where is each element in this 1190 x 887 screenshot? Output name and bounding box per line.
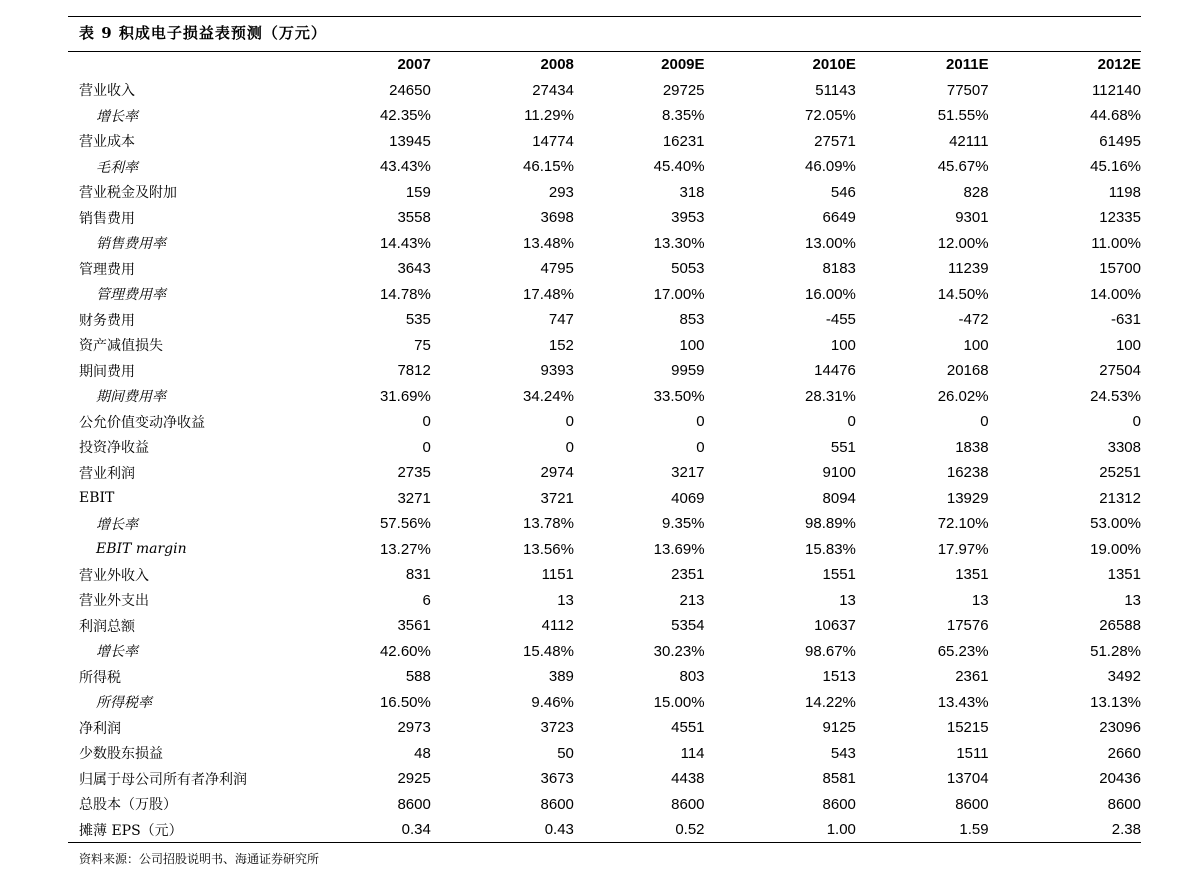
value-cell: 20436 [1099,770,1141,788]
value-cell: 17576 [946,617,989,635]
value-cell: 13.30% [653,234,705,252]
row-label: 营业税金及附加 [79,185,177,202]
value-cell: 13929 [946,489,989,507]
value-cell: 318 [679,183,705,201]
table-body [68,78,1141,843]
value-cell: 24.53% [1090,387,1141,405]
value-cell: 0 [980,413,989,431]
value-cell: 100 [1115,336,1141,354]
row-label: 所得税率 [96,695,152,712]
value-cell: 12335 [1099,209,1141,227]
value-cell: 45.40% [653,158,705,176]
value-cell: 13 [839,591,856,609]
income-statement-table [68,52,1141,843]
value-cell: 543 [830,744,856,762]
value-cell: 24650 [389,81,431,99]
value-cell: 77507 [946,81,989,99]
value-cell: 33.50% [653,387,705,405]
value-cell: 17.97% [937,540,989,558]
row-label: 营业外支出 [79,593,149,610]
value-cell: 1511 [956,744,989,762]
row-label: 净利润 [79,720,121,737]
row-label: 归属于母公司所有者净利润 [79,771,247,788]
value-cell: 546 [830,183,856,201]
value-cell: 50 [557,744,574,762]
table-row [68,588,1141,614]
table-row [68,664,1141,690]
value-cell: 2361 [955,668,989,686]
row-label: 管理费用率 [96,287,166,304]
value-cell: 0 [696,413,705,431]
value-cell: 5053 [671,260,705,278]
value-cell: 3723 [540,719,574,737]
value-cell: 8183 [822,260,856,278]
value-cell: 45.67% [937,158,989,176]
value-cell: 42.60% [379,642,431,660]
value-cell: 0.34 [401,821,431,839]
value-cell: 9301 [955,209,989,227]
table-row [68,639,1141,665]
value-cell: -472 [958,311,989,329]
value-cell: 0.52 [675,821,705,839]
value-cell: 1151 [541,566,574,584]
value-cell: 114 [680,744,705,762]
value-cell: 2735 [397,464,431,482]
value-cell: 16231 [662,132,705,150]
table-row [68,460,1141,486]
value-cell: 0 [847,413,856,431]
value-cell: 7812 [397,362,431,380]
value-cell: 29725 [662,81,705,99]
value-cell: 61495 [1099,132,1141,150]
row-label: 少数股东损益 [79,746,163,763]
value-cell: 11239 [947,260,989,278]
row-label: 期间费用率 [96,389,166,406]
value-cell: 15700 [1099,260,1141,278]
value-cell: 23096 [1099,719,1141,737]
value-cell: 389 [548,668,574,686]
value-cell: 1351 [955,566,989,584]
value-cell: 293 [548,183,574,201]
table-row [68,715,1141,741]
value-cell: 14.50% [937,285,989,303]
value-cell: 15.83% [805,540,856,558]
value-cell: 588 [405,668,431,686]
table-row [68,409,1141,435]
value-cell: 100 [963,336,989,354]
row-label: 销售费用 [79,210,135,227]
value-cell: 14476 [814,362,856,380]
table-row [68,231,1141,257]
value-cell: 853 [679,311,705,329]
value-cell: 13.27% [379,540,431,558]
value-cell: 98.67% [805,642,856,660]
value-cell: 2660 [1107,744,1141,762]
value-cell: 1551 [822,566,856,584]
value-cell: 551 [830,438,856,456]
table-row [68,741,1141,767]
value-cell: 14774 [532,132,574,150]
value-cell: 8094 [822,489,856,507]
value-cell: 0 [696,438,705,456]
value-cell: 0 [565,413,574,431]
column-header: 2008 [540,56,574,74]
table-row [68,358,1141,384]
column-header: 2010E [812,56,856,74]
value-cell: 51.28% [1090,642,1141,660]
value-cell: 3561 [397,617,431,635]
value-cell: 6 [422,591,431,609]
value-cell: 100 [830,336,856,354]
row-label: EBIT [79,490,115,507]
value-cell: 11.00% [1091,234,1141,252]
row-label: 摊薄 EPS（元） [79,822,183,839]
value-cell: 8600 [955,795,989,813]
value-cell: 72.05% [805,107,856,125]
value-cell: 9959 [671,362,705,380]
value-cell: 42.35% [379,107,431,125]
value-cell: -631 [1110,311,1141,329]
value-cell: 34.24% [523,387,574,405]
value-cell: 112140 [1092,81,1141,99]
value-cell: 26588 [1099,617,1141,635]
value-cell: 8600 [540,795,574,813]
value-cell: 13 [1124,591,1141,609]
value-cell: 13.13% [1090,693,1141,711]
table-row [68,486,1141,512]
value-cell: 16238 [946,464,989,482]
value-cell: 48 [414,744,431,762]
value-cell: 3643 [397,260,431,278]
table-row [68,307,1141,333]
table-row [68,511,1141,537]
value-cell: 30.23% [653,642,705,660]
column-header: 2009E [661,56,705,74]
value-cell: 27504 [1099,362,1141,380]
value-cell: 2351 [671,566,705,584]
row-label: 增长率 [96,108,138,125]
value-cell: 31.69% [379,387,431,405]
value-cell: 27571 [814,132,856,150]
value-cell: 0.43 [544,821,574,839]
value-cell: 3558 [397,209,431,227]
table-row [68,537,1141,563]
value-cell: 828 [963,183,989,201]
value-cell: 9100 [822,464,856,482]
value-cell: 46.09% [805,158,856,176]
value-cell: -455 [825,311,856,329]
value-cell: 4438 [671,770,705,788]
value-cell: 4795 [540,260,574,278]
value-cell: 21312 [1099,489,1141,507]
value-cell: 2925 [397,770,431,788]
table-row [68,78,1141,104]
value-cell: 1838 [955,438,989,456]
value-cell: 53.00% [1090,515,1141,533]
value-cell: 3953 [671,209,705,227]
row-label: 期间费用 [79,363,135,380]
value-cell: 16.50% [379,693,431,711]
row-label: 销售费用率 [96,236,166,253]
column-header: 2007 [397,56,431,74]
value-cell: 75 [414,336,431,354]
value-cell: 14.00% [1090,285,1141,303]
value-cell: 535 [405,311,431,329]
header-label-cell [68,52,321,78]
value-cell: 13.43% [937,693,989,711]
row-label: 所得税 [79,669,121,686]
value-cell: 9125 [822,719,856,737]
table-row [68,256,1141,282]
table-row [68,562,1141,588]
value-cell: 13 [557,591,574,609]
value-cell: 13.69% [653,540,705,558]
table-title: 表 9 积成电子损益表预测（万元） [79,24,327,42]
value-cell: 747 [548,311,574,329]
value-cell: 13.56% [523,540,574,558]
value-cell: 13.00% [805,234,856,252]
value-cell: 213 [679,591,705,609]
value-cell: 0 [1132,413,1141,431]
value-cell: 15215 [946,719,989,737]
value-cell: 2974 [540,464,574,482]
value-cell: 4112 [541,617,574,635]
value-cell: 3308 [1107,438,1141,456]
value-cell: 3698 [540,209,574,227]
table-row [68,435,1141,461]
value-cell: 45.16% [1090,158,1141,176]
row-label: 增长率 [96,516,138,533]
value-cell: 9.35% [661,515,705,533]
value-cell: 2.38 [1111,821,1141,839]
column-header: 2011E [946,56,989,74]
bottom-rule [68,842,1141,843]
value-cell: 51.55% [937,107,989,125]
value-cell: 8600 [671,795,705,813]
value-cell: 1198 [1108,183,1141,201]
table-row [68,103,1141,129]
value-cell: 4551 [671,719,705,737]
row-label: 营业成本 [79,134,135,151]
table-row [68,792,1141,818]
row-label: 增长率 [96,644,138,661]
top-rule [68,16,1141,17]
value-cell: 51143 [815,81,856,99]
row-label: 营业外收入 [79,567,149,584]
value-cell: 13945 [389,132,431,150]
value-cell: 1513 [822,668,856,686]
value-cell: 1351 [1107,566,1141,584]
row-label: 投资净收益 [79,440,149,457]
value-cell: 27434 [532,81,574,99]
value-cell: 15.48% [523,642,574,660]
table-row [68,333,1141,359]
value-cell: 3217 [671,464,705,482]
value-cell: 152 [548,336,574,354]
value-cell: 8600 [822,795,856,813]
value-cell: 28.31% [805,387,856,405]
value-cell: 1.00 [826,821,856,839]
value-cell: 10637 [814,617,856,635]
row-label: 管理费用 [79,261,135,278]
value-cell: 72.10% [937,515,989,533]
value-cell: 17.00% [653,285,705,303]
value-cell: 0 [565,438,574,456]
value-cell: 19.00% [1090,540,1141,558]
value-cell: 3673 [540,770,574,788]
table-row [68,205,1141,231]
row-label: 营业收入 [79,83,135,100]
row-label: 资产减值损失 [79,338,163,355]
value-cell: 15.00% [653,693,705,711]
value-cell: 14.22% [805,693,856,711]
value-cell: 8581 [822,770,856,788]
table-row [68,129,1141,155]
value-cell: 1.59 [959,821,989,839]
value-cell: 0 [422,438,431,456]
value-cell: 11.29% [524,107,574,125]
row-label: 利润总额 [79,618,135,635]
value-cell: 14.43% [379,234,431,252]
value-cell: 14.78% [379,285,431,303]
value-cell: 2973 [397,719,431,737]
row-label: EBIT margin [96,541,187,558]
table-row [68,690,1141,716]
value-cell: 98.89% [805,515,856,533]
value-cell: 43.43% [379,158,431,176]
value-cell: 25251 [1099,464,1141,482]
row-label: 公允价值变动净收益 [79,414,205,431]
row-label: 财务费用 [79,312,135,329]
value-cell: 12.00% [937,234,989,252]
value-cell: 13.48% [523,234,574,252]
value-cell: 3271 [397,489,431,507]
value-cell: 3492 [1107,668,1141,686]
header-row [68,52,1141,78]
value-cell: 57.56% [379,515,431,533]
value-cell: 42111 [949,132,989,150]
value-cell: 16.00% [805,285,856,303]
row-label: 营业利润 [79,465,135,482]
value-cell: 20168 [946,362,989,380]
value-cell: 65.23% [937,642,989,660]
table-row [68,180,1141,206]
value-cell: 9393 [540,362,574,380]
value-cell: 13.78% [523,515,574,533]
table-row [68,384,1141,410]
value-cell: 13 [971,591,989,609]
value-cell: 17.48% [523,285,574,303]
value-cell: 9.46% [531,693,574,711]
source-note: 资料来源：公司招股说明书、海通证券研究所 [79,852,320,866]
table-row [68,154,1141,180]
value-cell: 0 [422,413,431,431]
row-label: 毛利率 [96,159,138,176]
column-header: 2012E [1097,56,1141,74]
value-cell: 831 [405,566,431,584]
row-label: 总股本（万股） [79,797,177,814]
value-cell: 44.68% [1090,107,1141,125]
value-cell: 13704 [946,770,989,788]
value-cell: 3721 [540,489,574,507]
value-cell: 4069 [671,489,705,507]
value-cell: 6649 [822,209,856,227]
value-cell: 5354 [671,617,705,635]
value-cell: 803 [679,668,705,686]
value-cell: 159 [405,183,431,201]
table-row [68,282,1141,308]
value-cell: 46.15% [523,158,574,176]
table-row [68,613,1141,639]
value-cell: 100 [679,336,705,354]
table-row [68,817,1141,843]
value-cell: 8600 [1107,795,1141,813]
value-cell: 8.35% [661,107,705,125]
table-row [68,766,1141,792]
value-cell: 26.02% [937,387,989,405]
value-cell: 8600 [397,795,431,813]
